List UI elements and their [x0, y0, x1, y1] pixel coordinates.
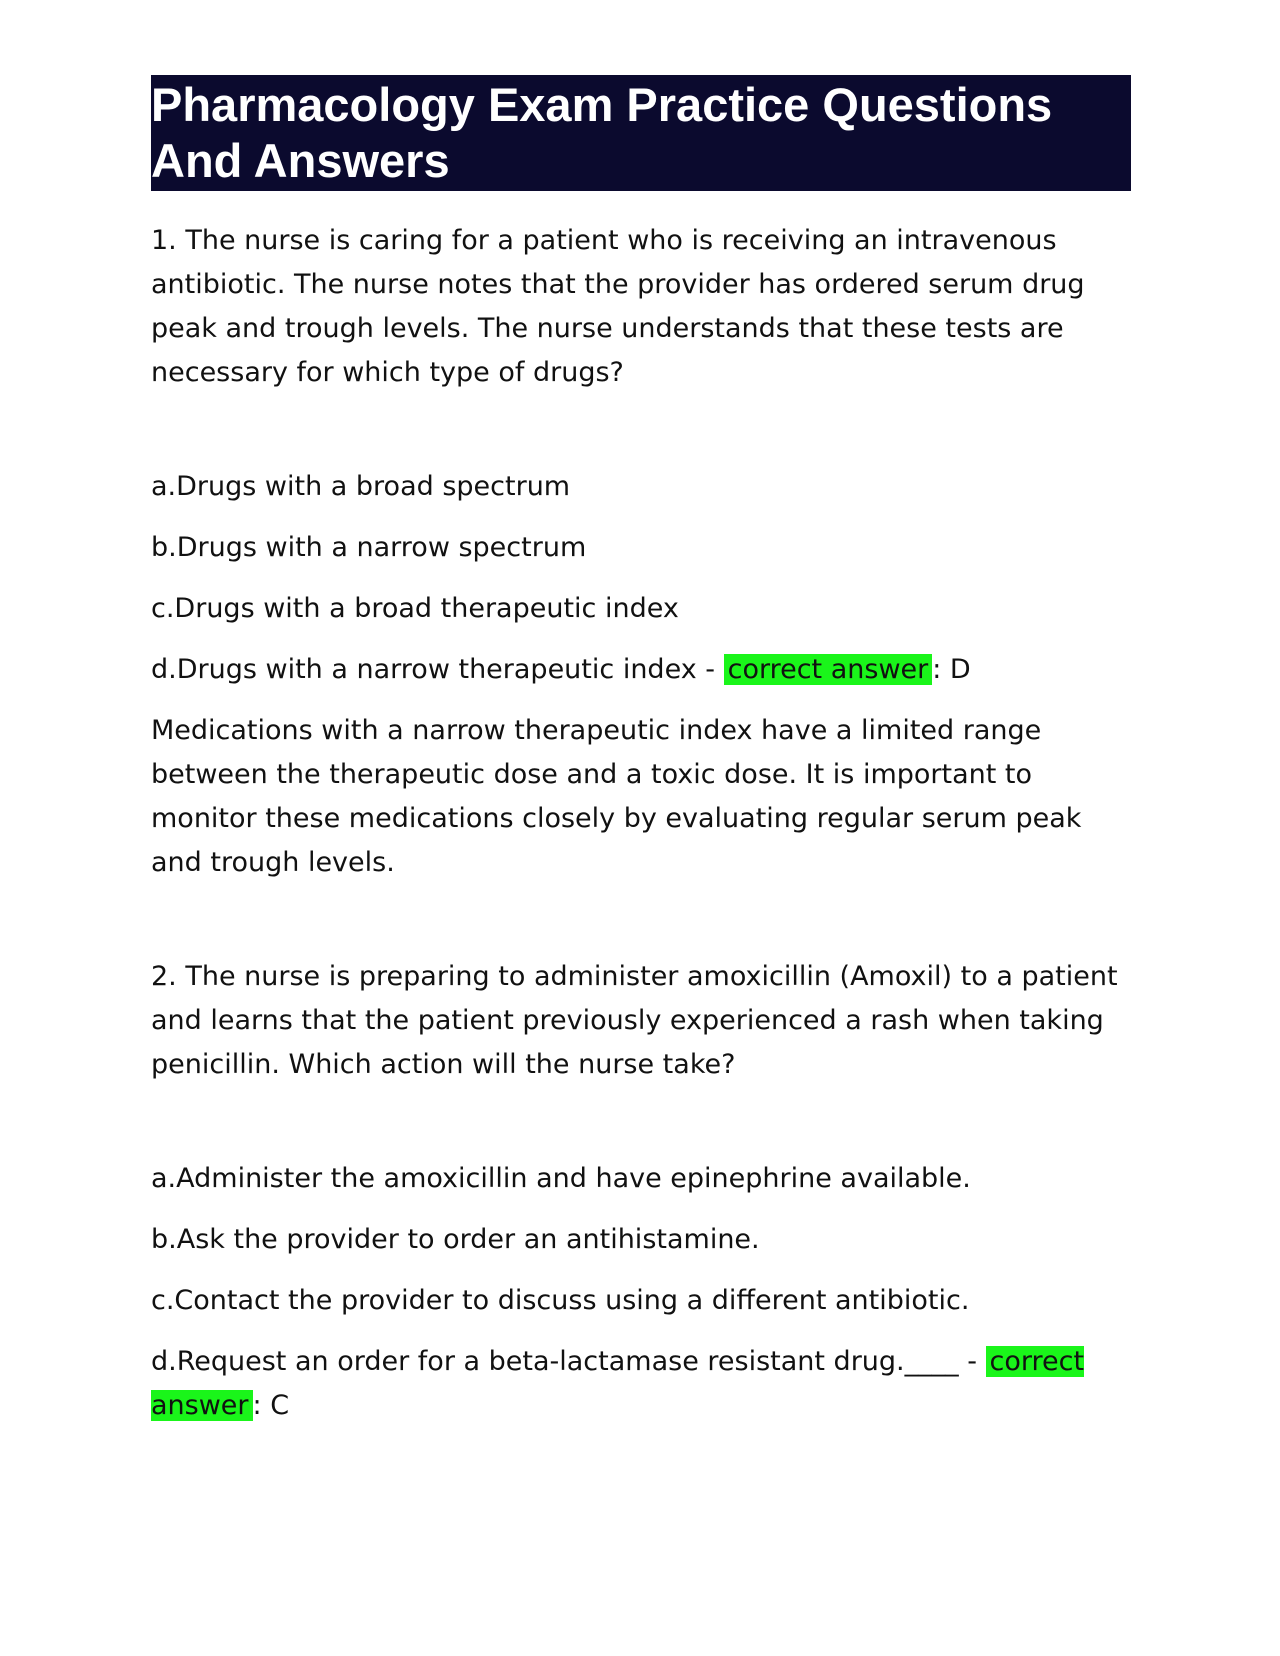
question-2-stem: 2. The nurse is preparing to administer amoxicillin (Amoxil) to a patient and learns that the patient previously experienced a rash when taking penicillin. Which action will the nurse take?	[151, 961, 1118, 1080]
question-1-option-d	[151, 648, 1131, 692]
question-2-answer-value: : C	[252, 1390, 290, 1421]
question-2-option-d-text: d.Request an order for a beta-lactamase resistant drug.____ -	[151, 1346, 986, 1377]
question-1-option-b: b.Drugs with a narrow spectrum	[151, 532, 587, 563]
question-2	[151, 955, 1131, 1428]
question-2-option-b: b.Ask the provider to order an antihistamine.	[151, 1224, 760, 1255]
question-1-stem: 1. The nurse is caring for a patient who is receiving an intravenous antibiotic. The nurse notes that the provider has ordered serum drug peak and trough levels. The nurse understands that these tests are necessary for which type of drugs?	[151, 225, 1085, 388]
document-page	[151, 75, 1131, 1445]
question-1-answer-value: : D	[932, 654, 971, 685]
question-1-explanation: Medications with a narrow therapeutic index have a limited range between the therapeutic dose and a toxic dose. It is important to monitor these medications closely by evaluating regular serum peak and trough levels.	[151, 715, 1082, 878]
title-line-1: Pharmacology Exam Practice Questions	[151, 78, 1053, 131]
document-body	[151, 219, 1131, 1428]
title-line-2: And Answers	[151, 134, 450, 187]
question-1	[151, 219, 1131, 885]
question-2-option-c: c.Contact the provider to discuss using a different antibiotic.	[151, 1285, 970, 1316]
question-2-option-d	[151, 1340, 1131, 1428]
question-1-correct-answer-label: correct answer	[724, 654, 933, 685]
document-title	[151, 75, 1131, 191]
question-1-option-c: c.Drugs with a broad therapeutic index	[151, 593, 679, 624]
question-2-option-a: a.Administer the amoxicillin and have epinephrine available.	[151, 1163, 971, 1194]
question-1-option-d-text: d.Drugs with a narrow therapeutic index -	[151, 654, 724, 685]
question-2-correct-answer-label: correct answer	[151, 1346, 1085, 1421]
question-1-option-a: a.Drugs with a broad spectrum	[151, 471, 571, 502]
